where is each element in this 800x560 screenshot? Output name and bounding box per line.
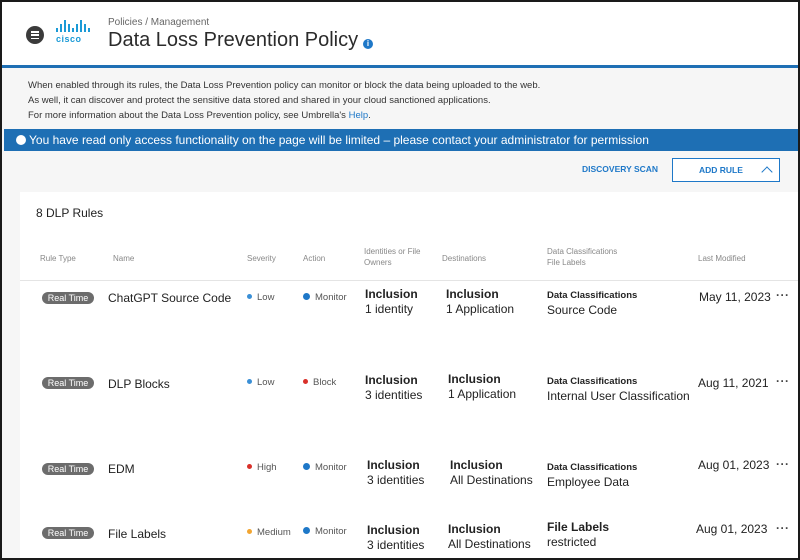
classification-cell: File Labels restricted xyxy=(547,520,610,549)
page-header xyxy=(2,2,798,68)
table-row[interactable] xyxy=(20,368,798,453)
last-modified: May 11, 2023 xyxy=(699,290,771,304)
table-row[interactable] xyxy=(20,282,798,367)
severity-dot-icon xyxy=(247,529,252,534)
menu-icon[interactable] xyxy=(26,26,44,44)
monitor-icon xyxy=(303,293,310,300)
more-options-icon[interactable]: ··· xyxy=(776,521,790,535)
classification-cell: Data Classifications Source Code xyxy=(547,290,638,317)
action: Monitor xyxy=(303,526,347,537)
destinations-cell: Inclusion 1 Application xyxy=(448,372,517,401)
table-row[interactable] xyxy=(20,518,798,560)
help-link[interactable]: Help xyxy=(348,110,369,121)
rule-type-badge: Real Time xyxy=(42,377,94,389)
col-last-modified[interactable]: Last Modified xyxy=(698,254,746,263)
block-icon xyxy=(303,379,308,384)
info-icon[interactable]: i xyxy=(363,39,373,49)
more-options-icon[interactable]: ··· xyxy=(776,457,790,471)
more-options-icon[interactable]: ··· xyxy=(776,374,790,388)
col-action[interactable]: Action xyxy=(303,254,326,263)
destinations-cell: Inclusion All Destinations xyxy=(450,458,533,487)
identities-cell: Inclusion 3 identities xyxy=(367,523,425,552)
identities-cell: Inclusion 1 identity xyxy=(365,287,418,316)
severity-dot-icon xyxy=(247,379,252,384)
rule-type-badge: Real Time xyxy=(42,527,94,539)
read-only-notice: You have read only access functionality on the page will be limited – please contact your administrator for permission xyxy=(4,129,798,151)
rule-name[interactable]: File Labels xyxy=(108,527,167,541)
classification-cell: Data Classifications Internal User Classification xyxy=(547,376,690,403)
more-options-icon[interactable]: ··· xyxy=(776,288,790,302)
discovery-scan-button[interactable]: DISCOVERY SCAN xyxy=(582,164,659,174)
severity: Low xyxy=(247,292,274,303)
rules-count: 8 DLP Rules xyxy=(36,206,104,220)
severity: High xyxy=(247,462,277,473)
identities-cell: Inclusion 3 identities xyxy=(365,373,423,402)
last-modified: Aug 01, 2023 xyxy=(698,458,770,472)
chevron-up-icon xyxy=(761,166,772,177)
page-title: Data Loss Prevention Policy xyxy=(108,29,359,51)
last-modified: Aug 11, 2021 xyxy=(698,376,769,390)
destinations-cell: Inclusion All Destinations xyxy=(448,522,531,551)
col-destinations[interactable]: Destinations xyxy=(442,254,487,263)
severity: Low xyxy=(247,377,274,388)
rule-type-badge: Real Time xyxy=(42,292,94,304)
col-rule-type[interactable]: Rule Type xyxy=(40,254,76,263)
severity: Medium xyxy=(247,527,291,538)
monitor-icon xyxy=(303,463,310,470)
last-modified: Aug 01, 2023 xyxy=(696,522,768,536)
monitor-icon xyxy=(303,527,310,534)
rule-name[interactable]: DLP Blocks xyxy=(108,377,170,391)
notice-dot-icon xyxy=(16,135,26,145)
col-data-classifications[interactable]: Data Classifications File Labels xyxy=(547,247,618,267)
col-identities[interactable]: Identities or File Owners xyxy=(364,247,421,267)
action: Monitor xyxy=(303,292,347,303)
severity-dot-icon xyxy=(247,464,252,469)
breadcrumb: Policies / Management xyxy=(108,17,210,28)
rule-name[interactable]: EDM xyxy=(108,462,135,476)
divider xyxy=(20,280,798,281)
classification-cell: Data Classifications Employee Data xyxy=(547,462,638,489)
col-severity[interactable]: Severity xyxy=(247,254,276,263)
rule-name[interactable]: ChatGPT Source Code xyxy=(108,291,232,305)
action: Monitor xyxy=(303,462,347,473)
destinations-cell: Inclusion 1 Application xyxy=(446,287,515,316)
rules-panel xyxy=(20,192,798,560)
add-rule-button[interactable]: ADD RULE xyxy=(672,158,780,182)
identities-cell: Inclusion 3 identities xyxy=(367,458,425,487)
col-name[interactable]: Name xyxy=(113,254,135,263)
policy-description: When enabled through its rules, the Data Loss Prevention policy can monitor or block the data being uploaded to the web. As well, it can discover and protect the sensitive data stored and shared in your cloud sanctioned applications. For more information about the Data Loss Prevention policy, see Umbrella's Help. xyxy=(28,80,541,121)
action: Block xyxy=(303,377,336,388)
rule-type-badge: Real Time xyxy=(42,463,94,475)
severity-dot-icon xyxy=(247,294,252,299)
cisco-logo: cisco xyxy=(56,20,98,48)
